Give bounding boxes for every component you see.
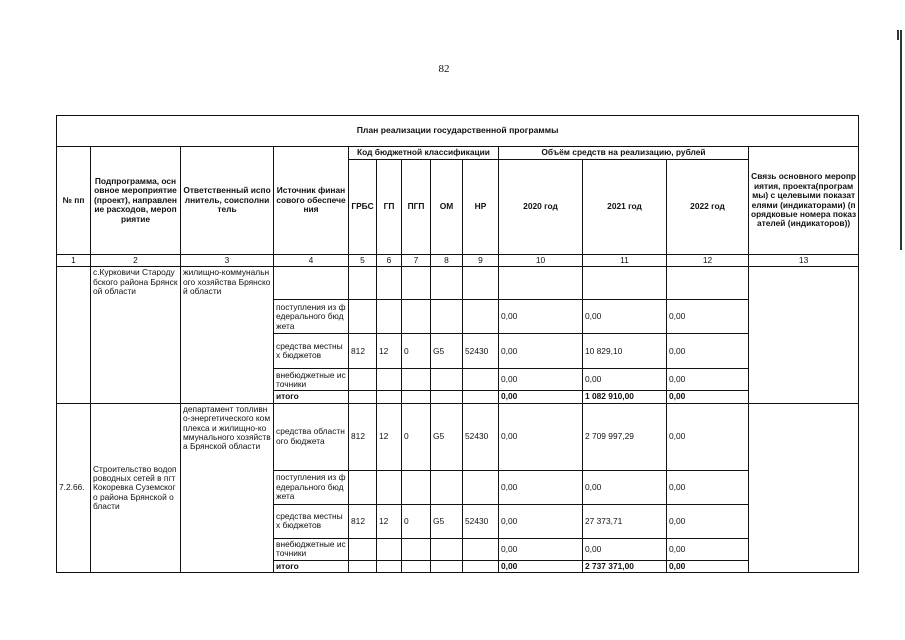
grbs-cell (349, 300, 377, 334)
y2022-cell: 0,00 (667, 300, 749, 334)
y2022-cell: 0,00 (667, 391, 749, 403)
y2021-cell: 2 709 997,29 (583, 403, 667, 470)
y2020-cell: 0,00 (499, 538, 583, 560)
y2020-cell: 0,00 (499, 391, 583, 403)
source-cell: средства областного бюджета (274, 403, 349, 470)
y2022-cell: 0,00 (667, 538, 749, 560)
om-cell (431, 470, 463, 504)
header-executor: Ответственный исполнитель, соисполнитель (181, 147, 274, 255)
gp-cell (377, 369, 402, 391)
grbs-cell (349, 391, 377, 403)
col-number: 12 (667, 255, 749, 267)
om-cell (431, 300, 463, 334)
col-number: 9 (463, 255, 499, 267)
header-grbs: ГРБС (349, 160, 377, 255)
y2022-cell (667, 267, 749, 300)
header-source: Источник финансового обеспечения (274, 147, 349, 255)
nr-cell (463, 560, 499, 572)
gp-cell: 12 (377, 403, 402, 470)
col-number: 11 (583, 255, 667, 267)
column-numbers-row (57, 255, 859, 267)
nr-cell: 52430 (463, 504, 499, 538)
col-number: 5 (349, 255, 377, 267)
pgp-cell: 0 (402, 403, 431, 470)
page-number: 82 (438, 63, 450, 75)
y2021-cell: 10 829,10 (583, 334, 667, 369)
col-number: 8 (431, 255, 463, 267)
om-cell (431, 560, 463, 572)
pgp-cell (402, 538, 431, 560)
pgp-cell (402, 300, 431, 334)
grbs-cell (349, 369, 377, 391)
om-cell (431, 267, 463, 300)
col-number: 7 (402, 255, 431, 267)
gp-cell (377, 300, 402, 334)
gp-cell (377, 391, 402, 403)
nr-cell (463, 391, 499, 403)
grbs-cell: 812 (349, 403, 377, 470)
table-row (57, 267, 859, 300)
om-cell (431, 538, 463, 560)
header-link: Связь основного мероприятия, проекта(программы) с целевыми показателями (индикаторами) (порядковые номера показателей (индикаторов)) (749, 147, 859, 255)
om-cell: G5 (431, 504, 463, 538)
col-number: 4 (274, 255, 349, 267)
block1-no (57, 267, 91, 403)
pgp-cell (402, 369, 431, 391)
pgp-cell (402, 391, 431, 403)
y2020-cell: 0,00 (499, 470, 583, 504)
col-number: 3 (181, 255, 274, 267)
y2021-cell: 2 737 371,00 (583, 560, 667, 572)
grbs-cell (349, 267, 377, 300)
y2021-cell: 27 373,71 (583, 504, 667, 538)
header-no: № пп (57, 147, 91, 255)
y2021-cell: 0,00 (583, 369, 667, 391)
y2021-cell: 0,00 (583, 470, 667, 504)
y2022-cell: 0,00 (667, 403, 749, 470)
col-number: 6 (377, 255, 402, 267)
om-cell (431, 369, 463, 391)
table-caption: План реализации государственной программы (57, 116, 859, 147)
source-cell: поступления из федерального бюджета (274, 470, 349, 504)
source-cell: средства местных бюджетов (274, 504, 349, 538)
y2022-cell: 0,00 (667, 334, 749, 369)
y2022-cell: 0,00 (667, 504, 749, 538)
y2021-cell (583, 267, 667, 300)
table-row (57, 403, 859, 470)
nr-cell (463, 369, 499, 391)
block2-subprogram: Строительство водопроводных сетей в пгт Кокоревка Суземского района Брянской области (91, 403, 181, 572)
y2020-cell: 0,00 (499, 334, 583, 369)
grbs-cell (349, 560, 377, 572)
nr-cell (463, 470, 499, 504)
pgp-cell (402, 560, 431, 572)
header-subprogram: Подпрограмма, основное мероприятие(проект), направление расходов, мероприятие (91, 147, 181, 255)
gp-cell (377, 538, 402, 560)
header-2021: 2021 год (583, 160, 667, 255)
gp-cell (377, 560, 402, 572)
source-cell (274, 267, 349, 300)
header-volume: Объём средств на реализацию, рублей (499, 147, 749, 160)
pgp-cell: 0 (402, 504, 431, 538)
y2022-cell: 0,00 (667, 560, 749, 572)
om-cell: G5 (431, 403, 463, 470)
pgp-cell (402, 267, 431, 300)
source-cell: средства местных бюджетов (274, 334, 349, 369)
grbs-cell: 812 (349, 334, 377, 369)
y2022-cell: 0,00 (667, 470, 749, 504)
y2020-cell: 0,00 (499, 300, 583, 334)
col-number: 13 (749, 255, 859, 267)
source-cell: внебюджетные источники (274, 369, 349, 391)
header-om: ОМ (431, 160, 463, 255)
header-2020: 2020 год (499, 160, 583, 255)
header-nr: НР (463, 160, 499, 255)
header-gp: ГП (377, 160, 402, 255)
source-cell: внебюджетные источники (274, 538, 349, 560)
y2020-cell: 0,00 (499, 504, 583, 538)
scan-edge-mark-top (897, 30, 899, 40)
block1-subprogram: с.Курковичи Стародубского района Брянской области (91, 267, 181, 403)
om-cell (431, 391, 463, 403)
block2-executor: департамент топливно-энергетического комплекса и жилищно-коммунального хозяйства Брянской области (181, 403, 274, 572)
block2-link (749, 403, 859, 572)
y2020-cell: 0,00 (499, 403, 583, 470)
y2021-cell: 0,00 (583, 538, 667, 560)
pgp-cell: 0 (402, 334, 431, 369)
block1-link (749, 267, 859, 403)
y2020-cell: 0,00 (499, 560, 583, 572)
col-number: 1 (57, 255, 91, 267)
source-cell: итого (274, 560, 349, 572)
gp-cell: 12 (377, 504, 402, 538)
gp-cell (377, 470, 402, 504)
block2-no: 7.2.66. (57, 403, 91, 572)
grbs-cell: 812 (349, 504, 377, 538)
scan-edge-mark (900, 30, 902, 250)
source-cell: поступления из федерального бюджета (274, 300, 349, 334)
block1-executor: жилищно-коммунального хозяйства Брянской области (181, 267, 274, 403)
plan-table (56, 115, 859, 573)
y2020-cell (499, 267, 583, 300)
header-pgp: ПГП (402, 160, 431, 255)
header-budget-code: Код бюджетной классификации (349, 147, 499, 160)
y2021-cell: 1 082 910,00 (583, 391, 667, 403)
nr-cell: 52430 (463, 334, 499, 369)
y2020-cell: 0,00 (499, 369, 583, 391)
nr-cell (463, 538, 499, 560)
nr-cell (463, 300, 499, 334)
gp-cell (377, 267, 402, 300)
y2021-cell: 0,00 (583, 300, 667, 334)
grbs-cell (349, 470, 377, 504)
gp-cell: 12 (377, 334, 402, 369)
source-cell: итого (274, 391, 349, 403)
col-number: 10 (499, 255, 583, 267)
nr-cell (463, 267, 499, 300)
grbs-cell (349, 538, 377, 560)
om-cell: G5 (431, 334, 463, 369)
header-2022: 2022 год (667, 160, 749, 255)
col-number: 2 (91, 255, 181, 267)
y2022-cell: 0,00 (667, 369, 749, 391)
pgp-cell (402, 470, 431, 504)
nr-cell: 52430 (463, 403, 499, 470)
